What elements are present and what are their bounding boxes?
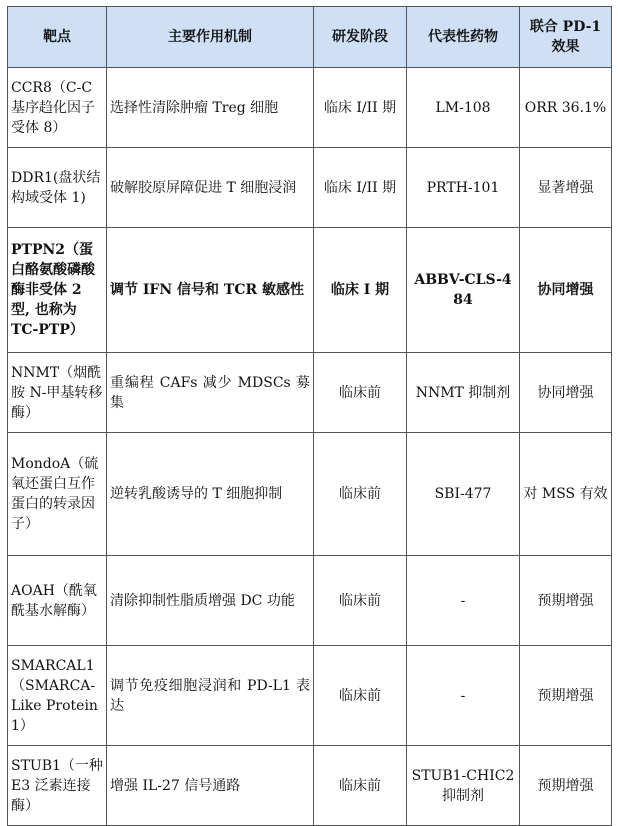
cell-effect: 预期增强 [520,746,612,826]
cell-effect: 协同增强 [520,353,612,433]
table-row [8,746,612,826]
cell-mechanism: 调节 IFN 信号和 TCR 敏感性 [107,228,314,353]
cell-target: MondoA（硫氧还蛋白互作蛋白的转录因子） [8,433,107,556]
header-target: 靶点 [8,7,107,68]
cell-target: SMARCAL1（SMARCA-Like Protein 1） [8,646,107,746]
cell-mechanism: 调节免疫细胞浸润和 PD-L1 表达 [107,646,314,746]
cell-drug: PRTH-101 [407,148,520,228]
cell-drug: - [407,646,520,746]
cell-target: NNMT（烟酰胺 N-甲基转移酶） [8,353,107,433]
cell-target: PTPN2（蛋白酪氨酸磷酸酶非受体 2 型, 也称为 TC-PTP） [8,228,107,353]
cell-effect: ORR 36.1% [520,68,612,148]
cell-drug: NNMT 抑制剂 [407,353,520,433]
cell-mechanism: 逆转乳酸诱导的 T 细胞抑制 [107,433,314,556]
cell-effect: 显著增强 [520,148,612,228]
cell-mechanism: 选择性清除肿瘤 Treg 细胞 [107,68,314,148]
cell-mechanism: 清除抑制性脂质增强 DC 功能 [107,556,314,646]
cell-drug: ABBV-CLS-484 [407,228,520,353]
cell-stage: 临床前 [314,556,407,646]
cell-drug: - [407,556,520,646]
table-row [8,353,612,433]
header-stage: 研发阶段 [314,7,407,68]
cell-mechanism: 重编程 CAFs 减少 MDSCs 募集 [107,353,314,433]
cell-effect: 对 MSS 有效 [520,433,612,556]
cell-mechanism: 增强 IL-27 信号通路 [107,746,314,826]
cell-effect: 预期增强 [520,556,612,646]
table-row [8,148,612,228]
cell-stage: 临床前 [314,433,407,556]
cell-stage: 临床前 [314,353,407,433]
cell-target: AOAH（酰氧酰基水解酶） [8,556,107,646]
table-row [8,68,612,148]
cell-target: DDR1(盘状结构域受体 1) [8,148,107,228]
cell-stage: 临床前 [314,646,407,746]
cell-stage: 临床 I 期 [314,228,407,353]
cell-drug: LM-108 [407,68,520,148]
cell-stage: 临床 I/II 期 [314,68,407,148]
table-row [8,433,612,556]
cell-mechanism: 破解胶原屏障促进 T 细胞浸润 [107,148,314,228]
header-row [8,7,612,68]
cell-target: CCR8（C-C 基序趋化因子受体 8） [8,68,107,148]
cell-effect: 协同增强 [520,228,612,353]
table-row [8,646,612,746]
cell-stage: 临床前 [314,746,407,826]
cell-drug: SBI-477 [407,433,520,556]
header-drug: 代表性药物 [407,7,520,68]
cell-stage: 临床 I/II 期 [314,148,407,228]
cell-effect: 预期增强 [520,646,612,746]
table-row [8,556,612,646]
cell-target: STUB1（一种 E3 泛素连接酶） [8,746,107,826]
header-mechanism: 主要作用机制 [107,7,314,68]
table-row [8,228,612,353]
target-table [7,6,612,826]
cell-drug: STUB1-CHIC2 抑制剂 [407,746,520,826]
header-effect: 联合 PD-1 效果 [520,7,612,68]
